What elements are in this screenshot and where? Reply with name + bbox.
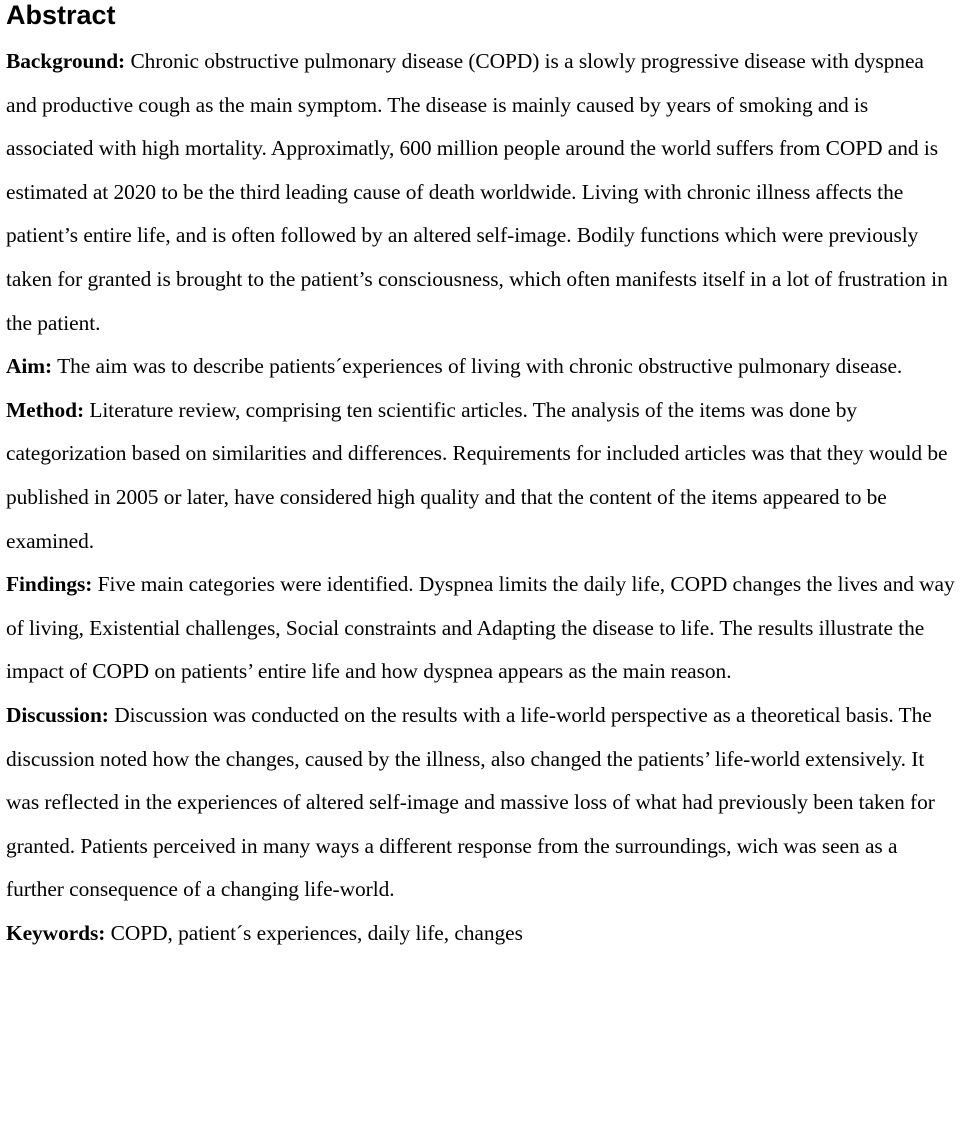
- method-section: [6, 389, 956, 563]
- method-text: Literature review, comprising ten scientific articles. The analysis of the items was done by categorization based on similarities and differences. Requirements for included articles was that they would be published in 2005 or later, have considered high quality and that the content of the items appeared to be examined.: [6, 397, 948, 553]
- keywords-text: COPD, patient´s experiences, daily life, changes: [110, 920, 523, 945]
- findings-section: [6, 563, 956, 694]
- keywords-label: Keywords:: [6, 920, 106, 945]
- abstract-page: [6, 0, 956, 955]
- discussion-label: Discussion:: [6, 702, 109, 727]
- background-section: [6, 40, 956, 345]
- aim-text: The aim was to describe patients´experiences of living with chronic obstructive pulmonary disease.: [57, 354, 903, 379]
- findings-label: Findings:: [6, 572, 93, 597]
- discussion-section: [6, 694, 956, 912]
- findings-text: Five main categories were identified. Dyspnea limits the daily life, COPD changes the lives and way of living, Existential challenges, Social constraints and Adapting the disease to life. The results illustrate the impact of COPD on patients’ entire life and how dyspnea appears as the main reason.: [6, 572, 955, 684]
- discussion-text: Discussion was conducted on the results with a life-world perspective as a theoretical basis. The discussion noted how the changes, caused by the illness, also changed the patients’ life-world extensively. It was reflected in the experiences of altered self-image and massive loss of what had previously been taken for granted. Patients perceived in many ways a different response from the surroundings, wich was seen as a further consequence of a changing life-world.: [6, 702, 935, 902]
- aim-section: [6, 345, 956, 389]
- background-text: Chronic obstructive pulmonary disease (COPD) is a slowly progressive disease with dyspnea and productive cough as the main symptom. The disease is mainly caused by years of smoking and is associated with high mortality. Approximatly, 600 million people around the world suffers from COPD and is estimated at 2020 to be the third leading cause of death worldwide. Living with chronic illness affects the patient’s entire life, and is often followed by an altered self-image. Bodily functions which were previously taken for granted is brought to the patient’s consciousness, which often manifests itself in a lot of frustration in the patient.: [6, 49, 948, 335]
- method-label: Method:: [6, 397, 85, 422]
- aim-label: Aim:: [6, 354, 53, 379]
- keywords-section: [6, 912, 956, 956]
- background-label: Background:: [6, 49, 126, 73]
- abstract-heading: Abstract: [6, 0, 116, 30]
